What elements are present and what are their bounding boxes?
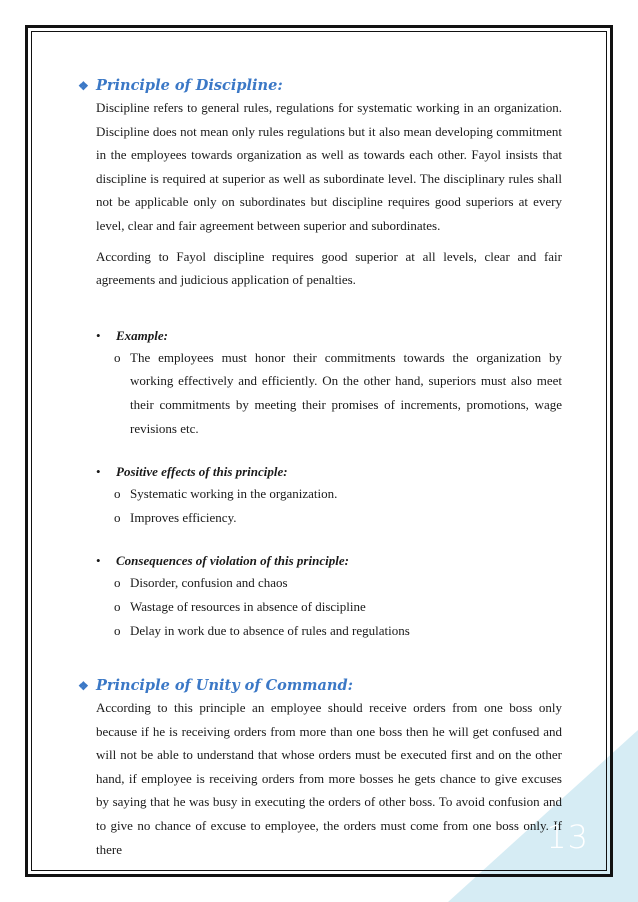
page-content xyxy=(78,76,562,861)
consequences-title: • Consequences of violation of this principle: xyxy=(96,551,562,571)
section-heading-text: Principle of Unity of Command: xyxy=(96,677,353,695)
sub-bullet-icon: o xyxy=(114,509,121,525)
diamond-bullet-icon: ❖ xyxy=(78,79,89,93)
sub-bullet-icon: o xyxy=(114,575,121,591)
diamond-bullet-icon: ❖ xyxy=(78,679,89,694)
positive-effects-title: • Positive effects of this principle: xyxy=(96,462,562,482)
discipline-paragraph-1: Discipline refers to general rules, regulations for systematic working in an organization. Discipline does not mean only rules regulations but it also mean developing commitment in the employees towards organization as well as towards each other. Fayol insists that discipline is required at superior as well as subordinate level. The disciplinary rules shall not be applicable only on subordinates but discipline requires good superiors at every level, clear and fair agreement between superior and subordinates. xyxy=(96,100,562,233)
unity-of-command-paragraph: According to this principle an employee should receive orders from one boss only because if he is receiving orders from more than one boss then he will get confused and will not be able to understand that whose orders must be executed first and on the other hand, if employee is receiving orders from more bosses he gets chance to give excuses by saying that he was busy in executing the orders of other boss. To avoid confusion and to give no chance of excuse to employee, the orders must come from one boss only. If there xyxy=(96,700,562,857)
sub-bullet-icon: o xyxy=(114,622,121,638)
section-heading-text: Principle of Discipline: xyxy=(96,77,283,94)
consequences-block xyxy=(96,551,562,642)
discipline-paragraph-2: According to Fayol discipline requires good superior at all levels, clear and fair agreements and judicious application of penalties. xyxy=(96,248,562,288)
bullet-icon: • xyxy=(96,464,101,480)
list-item: o Wastage of resources in absence of discipline xyxy=(114,595,562,619)
list-item: o Disorder, confusion and chaos xyxy=(114,571,562,595)
example-title: • Example: xyxy=(96,326,562,346)
bullet-icon: • xyxy=(96,553,101,569)
example-list xyxy=(114,346,562,440)
section-heading-unity-of-command xyxy=(78,676,562,696)
section-heading-discipline xyxy=(78,76,562,96)
sub-bullet-icon: o xyxy=(114,486,121,502)
consequences-list xyxy=(114,571,562,642)
list-item: o Improves efficiency. xyxy=(114,506,562,530)
list-item: o Delay in work due to absence of rules and regulations xyxy=(114,619,562,643)
list-item: o The employees must honor their commitments towards the organization by working effectively and efficiently. On the other hand, superiors must also meet their commitments by meeting their promises of increments, promotions, wage revisions etc. xyxy=(114,346,562,440)
positive-effects-block xyxy=(96,462,562,529)
positive-effects-list xyxy=(114,482,562,529)
list-item: o Systematic working in the organization. xyxy=(114,482,562,506)
example-block xyxy=(96,326,562,440)
sub-bullet-icon: o xyxy=(114,598,121,614)
bullet-icon: • xyxy=(96,327,101,343)
sub-bullet-icon: o xyxy=(114,349,121,365)
page-number: 13 xyxy=(546,818,589,856)
